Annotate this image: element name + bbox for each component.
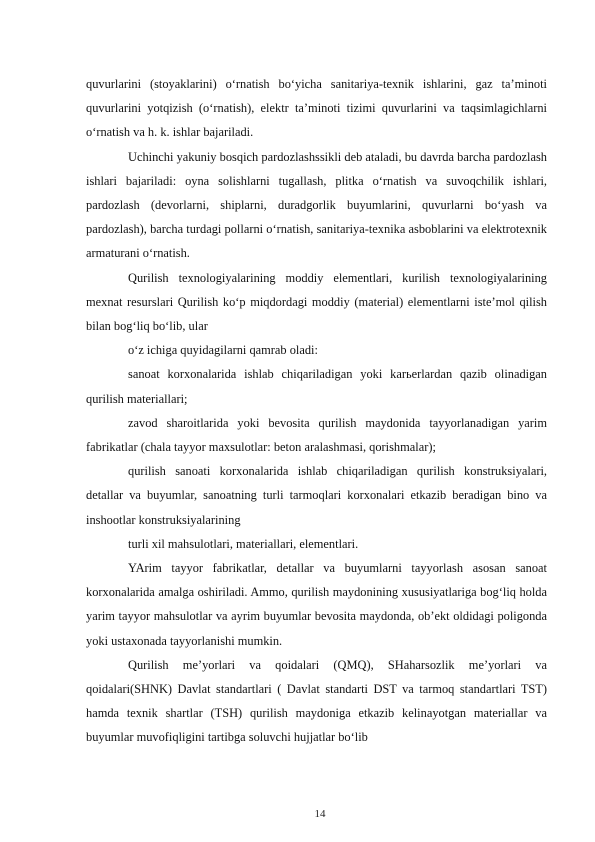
paragraph-3: Qurilish texnologiyalarining moddiy elementlari, kurilish texnologiyalarining mexnat resurslari Qurilish ko‘p miqdordagi moddiy (material) elementlarni iste’mol qilish bilan bog‘liq bo‘lib, ular <box>86 270 547 334</box>
paragraph-9: YArim tayyor fabrikatlar, detallar va buyumlarni tayyorlash asosan sanoat korxonalarida amalga oshiriladi. Ammo, qurilish maydonining xususiyatlariga bog‘liq holda yarim tayyor mahsulotlar va ayrim buyumlar bevosita maydonda, ob’ekt oldidagi poligonda yoki ustaxonada tayyorlanishi mumkin. <box>86 561 547 648</box>
paragraph-10: Qurilish me’yorlari va qoidalari (QMQ), SHaharsozlik me’yorlari va qoidalari(SHNK) Davlat standartlari ( Davlat standarti DST va tarmoq standartlari TST) hamda texnik shartlar (TSH) qurilish maydoniga etkazib kelinayotgan materiallar va buyumlar muvofiqligini tartibga soluvchi hujjatlar bo‘lib <box>86 657 547 745</box>
paragraph-7: qurilish sanoati korxonalarida ishlab chiqariladigan qurilish konstruksiyalari, detallar va buyumlar, sanoatning turli tarmoqlari korxonalari etkazib beradigan bino va inshootlar konstruksiyalarining <box>86 464 547 527</box>
paragraph-4: o‘z ichiga quyidagilarni qamrab oladi: <box>128 343 318 358</box>
paragraph-5: sanoat korxonalarida ishlab chiqariladigan yoki karьerlardan qazib olinadigan qurilish materiallari; <box>86 367 547 406</box>
paragraph-8: turli xil mahsulotlari, materiallari, elementlari. <box>128 536 359 551</box>
page-number: 14 <box>314 808 326 820</box>
paragraph-1: quvurlarini (stoyaklarini) o‘rnatish bo‘yicha sanitariya-texnik ishlarini, gaz ta’minoti quvurlarini yotqizish (o‘rnatish), elektr ta’minoti tizimi quvurlarini va taqsimlagichlarni o‘rnatish va h. k. ishlar bajariladi. <box>86 77 547 140</box>
paragraph-6: zavod sharoitlarida yoki bevosita qurilish maydonida tayyorlanadigan yarim fabrikatlar (chala tayyor maxsulotlar: beton aralashmasi, qorishmalar); <box>86 415 547 455</box>
document-page <box>86 72 547 750</box>
paragraph-2: Uchinchi yakuniy bosqich pardozlashssikli deb ataladi, bu davrda barcha pardozlash ishlari bajariladi: oyna solishlarni tugallash, plitka o‘rnatish va suvoqchilik ishlari, pardozlash (devorlarni, shiplarni, duradgorlik buyumlarini, quvurlarni bo‘yash va pardozlash), barcha turdagi pollarni o‘rnatish, sanitariya-texnika asboblarini va elektrotexnik armaturani o‘rnatish. <box>86 149 547 261</box>
